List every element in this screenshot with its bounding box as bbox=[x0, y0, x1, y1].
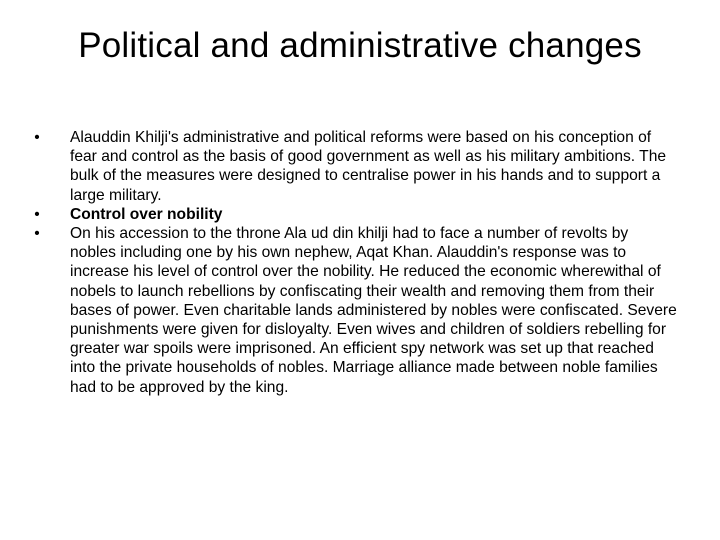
bullet-item-reforms bbox=[30, 128, 678, 205]
bullet-icon: • bbox=[34, 205, 40, 223]
bullet-list bbox=[30, 128, 678, 397]
bullet-text-accession: On his accession to the throne Ala ud din khilji had to face a number of revolts by nobles including one by his own nephew, Aqat Khan. Alauddin's response was to increase his level of control over the nobility. He reduced the economic wherewithal of nobels to launch rebellions by confiscating their wealth and removing them from their bases of power. Even charitable lands administered by nobles were confiscated. Severe punishments were given for disloyalty. Even wives and children of soldiers rebelling for greater war spoils were imprisoned. An efficient spy network was set up that reached into the private households of nobles. Marriage alliance made between noble families had to be approved by the king. bbox=[70, 225, 677, 396]
slide-title: Political and administrative changes bbox=[78, 26, 642, 65]
bullet-item-accession bbox=[30, 224, 678, 397]
bullet-text-reforms: Alauddin Khilji's administrative and political reforms were based on his conception of fear and control as the basis of good government as well as his military ambitions. The bulk of the measures were designed to centralise power in his hands and to support a large military. bbox=[70, 129, 667, 204]
bullet-icon: • bbox=[34, 225, 40, 243]
bullet-text-control-over-nobility: Control over nobility bbox=[70, 205, 223, 223]
bullet-icon: • bbox=[34, 129, 40, 146]
bullet-item-control-over-nobility bbox=[30, 205, 678, 224]
